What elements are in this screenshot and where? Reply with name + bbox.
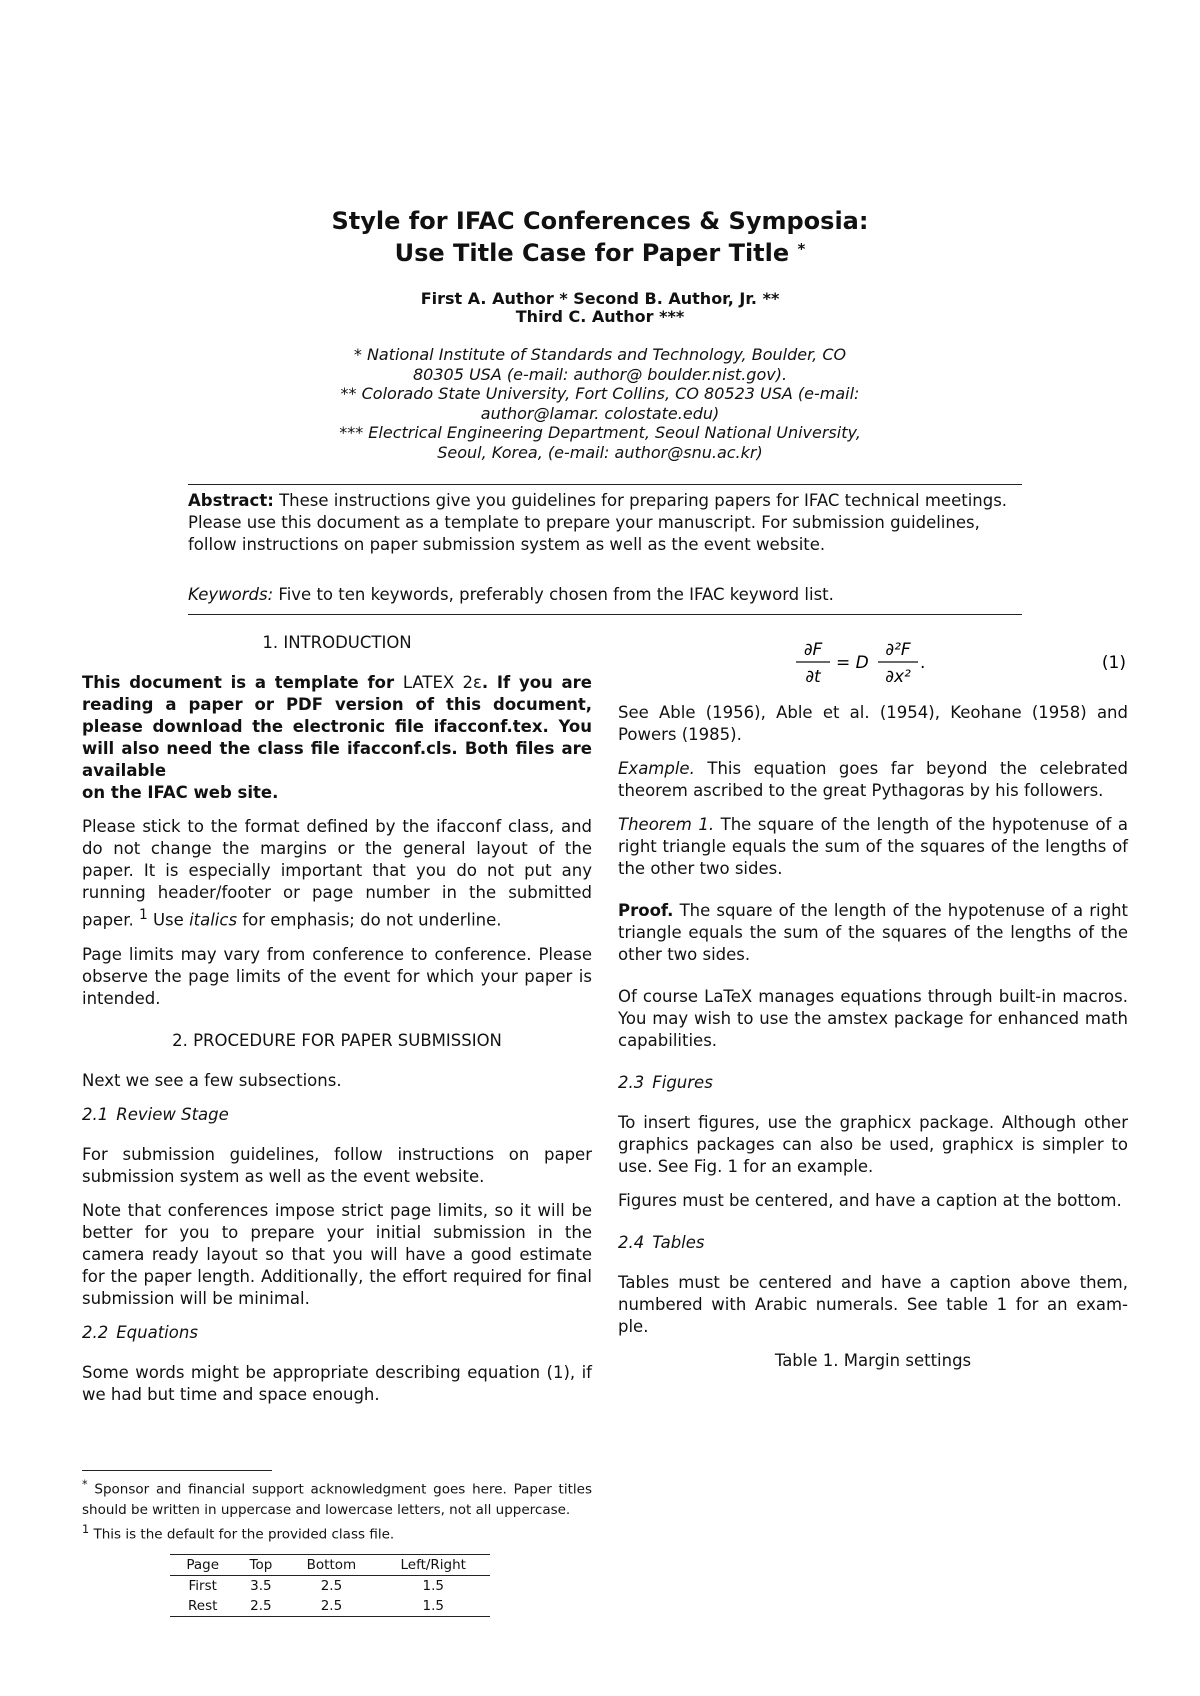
table-cell: Rest (170, 1596, 235, 1617)
intro-p1-text: This document is a template for (82, 673, 403, 692)
subsection-title: Figures (652, 1073, 713, 1092)
abstract-top-rule (188, 484, 1022, 485)
footnote-star-mark: * (82, 1478, 88, 1491)
section-heading-introduction: 1. INTRODUCTION (262, 633, 412, 652)
subsection-number: 2.2 (82, 1322, 109, 1342)
table-row (170, 1596, 490, 1617)
subsection-number: 2.4 (618, 1233, 645, 1252)
intro-p1-text: . If you are reading a paper or PDF version of this document, please download the electronic file (82, 673, 593, 736)
intro-p2-text: for emphasis; do not underline. (237, 910, 502, 930)
subsection-heading-tables (618, 1232, 1128, 1254)
subsection-heading-review (82, 1104, 592, 1126)
table-header-row (170, 1555, 490, 1576)
subsection-title: Equations (116, 1322, 198, 1342)
affiliations (0, 345, 1200, 462)
margin-settings-table (170, 1554, 490, 1617)
intro-paragraph-2 (82, 816, 592, 932)
footnote-rule (82, 1470, 272, 1471)
abstract-text: These instructions give you guidelines for preparing papers for IFAC technical meetings. Please use this document as a template to prepare your manuscript. For submission guidelines, follow instructions on paper submission system as well as the event website. (188, 491, 1008, 554)
eq-equals-d: = D (836, 653, 869, 673)
eq-rhs-denominator: ∂x² (885, 667, 911, 687)
table-header-cell: Page (170, 1555, 235, 1576)
table-cell: 3.5 (250, 1578, 272, 1594)
authors-line-1: First A. Author * Second B. Author, Jr. ** (420, 289, 780, 308)
table-cell: 2.5 (286, 1596, 376, 1617)
intro-p2-text: Please stick to the format defined by the ifacconf class, and do not change the margins or the general layout of the paper. It is especially important that you do not put any running header/footer or page number in the submitted paper. (82, 817, 592, 930)
intro-p1-text: on the IFAC web site. (82, 783, 279, 802)
subsection-heading-figures (618, 1072, 1128, 1094)
subsection-number: 2.1 (82, 1104, 109, 1124)
footnote-one-text: This is the default for the provided class file. (89, 1526, 395, 1542)
eq-period: . (920, 653, 926, 673)
intro-p1-text: . You will also need the class file (82, 717, 592, 758)
title-line-2 (0, 237, 1200, 269)
subsection-number: 2.3 (618, 1073, 645, 1092)
equation-svg (618, 632, 1128, 692)
eq-lhs-numerator: ∂F (803, 640, 823, 660)
footnote-star-text: Sponsor and financial support acknowledgment goes here. Paper titles should be written in uppercase and lowercase letters, not all uppercase. (82, 1481, 592, 1518)
keywords-text: Five to ten keywords, preferably chosen from the IFAC keyword list. (278, 585, 834, 604)
abstract-label: Abstract: (188, 491, 274, 510)
proof-label: Proof. (618, 901, 674, 920)
proof-paragraph (618, 900, 1128, 966)
abstract (188, 490, 1022, 556)
theorem-paragraph (618, 814, 1128, 880)
review-paragraph-2: Note that conferences impose strict page limits, so it will be better for you to prepare your initial submission in the camera ready layout so that you will have a good estimate for the paper length. Additionally, the effort required for final submission will be minimal. (82, 1200, 592, 1308)
table-cell: 2.5 (320, 1578, 343, 1594)
table-cell: 1.5 (422, 1578, 444, 1594)
affiliation-line: Seoul, Korea, (e-mail: author@snu.ac.kr) (437, 442, 763, 462)
eq-number: (1) (1101, 653, 1126, 673)
subsection-title: Review Stage (116, 1104, 229, 1124)
footnote-one (82, 1520, 592, 1545)
affiliation-line: *** Electrical Engineering Department, Seoul National University, (339, 423, 861, 442)
paper-title (0, 205, 1200, 269)
intro-paragraph-3: Page limits may vary from conference to conference. Please observe the page limits of the event for which your paper is intended. (82, 944, 592, 1008)
intro-p1-text: . Both files are available (82, 739, 592, 780)
intro-p2-text: Use (147, 910, 190, 930)
procedure-paragraph-1: Next we see a few subsections. (82, 1070, 342, 1090)
theorem-text: The square of the length of the hypotenuse of a right triangle equals the sum of the squares of the lengths of the other two sides. (618, 815, 1128, 878)
table-cell: First (188, 1578, 217, 1594)
equation-1 (618, 632, 1128, 692)
table (170, 1554, 490, 1617)
left-column (82, 632, 592, 1418)
table-cell: 2.5 (235, 1596, 286, 1617)
subsection-heading-equations (82, 1322, 592, 1344)
table-header-cell: Top (235, 1555, 286, 1576)
equations-paragraph-1: Some words might be appropriate describing equation (1), if we had but time and space enough. (82, 1362, 592, 1404)
footnote-ref: 1 (138, 907, 148, 923)
example-text: This equation goes far beyond the celebrated theorem ascribed to the great Pythagoras by his followers. (618, 759, 1128, 800)
example-label: Example. (618, 759, 695, 778)
title-line-2-text: Use Title Case for Paper Title (394, 239, 790, 267)
file-name-cls: ifacconf.cls (347, 739, 452, 758)
eq-rhs-numerator: ∂²F (885, 640, 911, 660)
theorem-label: Theorem 1. (618, 815, 715, 834)
review-paragraph-1: For submission guidelines, follow instructions on paper submission system as well as the event website. (82, 1144, 592, 1186)
table-header-cell: Bottom (286, 1555, 376, 1576)
footnotes (82, 1470, 592, 1544)
right-column (618, 632, 1128, 1372)
title-line-1: Style for IFAC Conferences & Symposia: (331, 207, 869, 235)
affiliation-line: 80305 USA (e-mail: author@ boulder.nist.gov). (412, 364, 788, 384)
section-heading-procedure: 2. PROCEDURE FOR PAPER SUBMISSION (172, 1030, 502, 1050)
affiliation-line: author@lamar. colostate.edu) (480, 403, 720, 423)
keywords (188, 584, 1022, 606)
abstract-bottom-rule (188, 614, 1022, 615)
author-list (0, 290, 1200, 326)
tables-paragraph-1: Tables must be centered and have a caption above them, numbered with Arabic numerals. See table 1 for an exam-ple. (618, 1273, 1128, 1336)
latex-logo: LATEX 2ε (402, 673, 482, 692)
table-row (170, 1576, 490, 1597)
affiliation-line: ** Colorado State University, Fort Collins, CO 80523 USA (e-mail: (340, 384, 860, 403)
authors-line-2: Third C. Author *** (515, 307, 685, 326)
latex-paragraph: Of course LaTeX manages equations through built-in macros. You may wish to use the amstex package for enhanced math capabilities. (618, 987, 1128, 1050)
eq-lhs-denominator: ∂t (805, 667, 821, 687)
intro-paragraph-1 (82, 672, 592, 804)
footnote-star (82, 1475, 592, 1520)
example-paragraph (618, 758, 1128, 802)
affiliation-line: * National Institute of Standards and Technology, Boulder, CO (353, 345, 847, 364)
italics-word: italics (189, 910, 238, 930)
table-cell: 1.5 (376, 1596, 490, 1617)
table-header-cell: Left/Right (376, 1555, 490, 1576)
table-caption: Table 1. Margin settings (774, 1351, 972, 1370)
proof-text: The square of the length of the hypotenuse of a right triangle equals the sum of the squares of the lengths of the other two sides. (618, 901, 1128, 964)
figures-paragraph-1: To insert figures, use the graphicx package. Although other graphics packages can also be used, graphicx is simpler to use. See Fig. 1 for an example. (618, 1113, 1128, 1176)
footnote-one-mark: 1 (82, 1522, 90, 1536)
subsection-title: Tables (652, 1233, 705, 1252)
keywords-label: Keywords: (188, 585, 274, 604)
citation-paragraph: See Able (1956), Able et al. (1954), Keohane (1958) and Powers (1985). (618, 703, 1128, 744)
title-footnote-marker: * (797, 240, 806, 258)
file-name-tex: ifacconf.tex (433, 717, 543, 736)
figures-paragraph-2: Figures must be centered, and have a caption at the bottom. (618, 1191, 1122, 1210)
